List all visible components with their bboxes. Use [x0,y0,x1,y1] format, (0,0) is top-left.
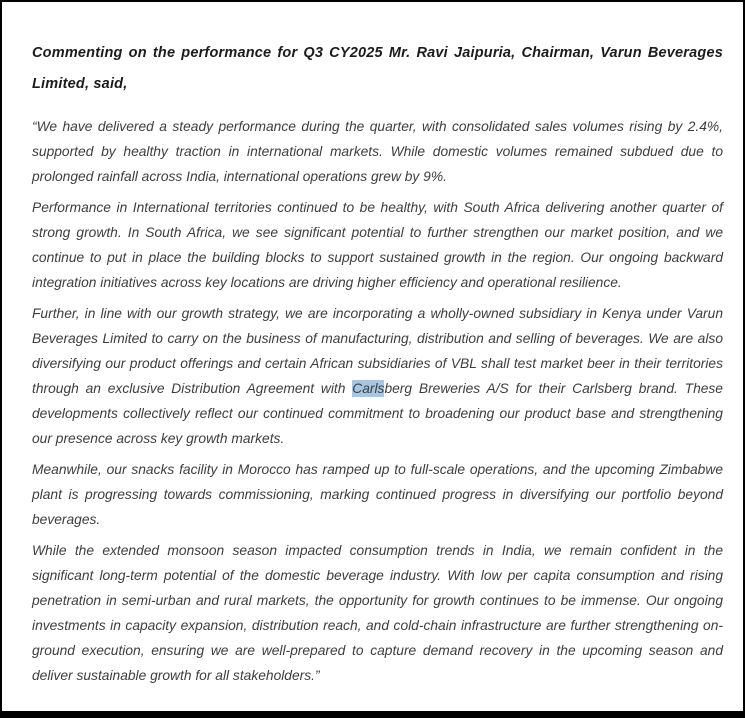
paragraph-growth-strategy [32,301,723,451]
growth-strategy-text-after-highlight: berg Breweries A/S for their Carlsberg brand. These developments collectively reflect our continued commitment to broadening our product base and strengthening our presence across key growth markets. [32,381,723,446]
paragraph-snacks-diversification: Meanwhile, our snacks facility in Morocco has ramped up to full-scale operations, and the upcoming Zimbabwe plant is progressing towards commissioning, marking continued progress in diversifying our portfolio beyond beverages. [32,462,723,527]
highlight-carlsberg: Carls [352,381,385,396]
paragraph-quarter-performance: “We have delivered a steady performance during the quarter, with consolidated sales volumes rising by 2.4%, supported by healthy traction in international markets. While domestic volumes remained subdued due to prolonged rainfall across India, international operations grew by 9%. [32,119,723,184]
paragraph-outlook: While the extended monsoon season impacted consumption trends in India, we remain confident in the significant long-term potential of the domestic beverage industry. With low per capita consumption and rising penetration in semi-urban and rural markets, the opportunity for growth continues to be immense. Our ongoing investments in capacity expansion, distribution reach, and cold-chain infrastructure are further strengthening on-ground execution, ensuring we are well-prepared to capture demand recovery in the upcoming season and deliver sustainable growth for all stakeholders.” [32,543,723,683]
commentary-heading: Commenting on the performance for Q3 CY2025 Mr. Ravi Jaipuria, Chairman, Varun Beverages Limited, said, [32,45,723,92]
paragraph-international-performance: Performance in International territories continued to be healthy, with South Africa delivering another quarter of strong growth. In South Africa, we see significant potential to further strengthen our market position, and we continue to put in place the building blocks to support sustained growth in the region. Our ongoing backward integration initiatives across key locations are driving higher efficiency and operational resilience. [32,200,723,290]
growth-strategy-text-before-highlight: Further, in line with our growth strategy, we are incorporating a wholly-owned subsidiary in Kenya under Varun Beverages Limited to carry on the business of manufacturing, distribution and selling of beverages. We are also diversifying our product offerings and certain African subsidiaries of VBL shall test market beer in their territories through an exclusive Distribution Agreement with [32,306,723,396]
